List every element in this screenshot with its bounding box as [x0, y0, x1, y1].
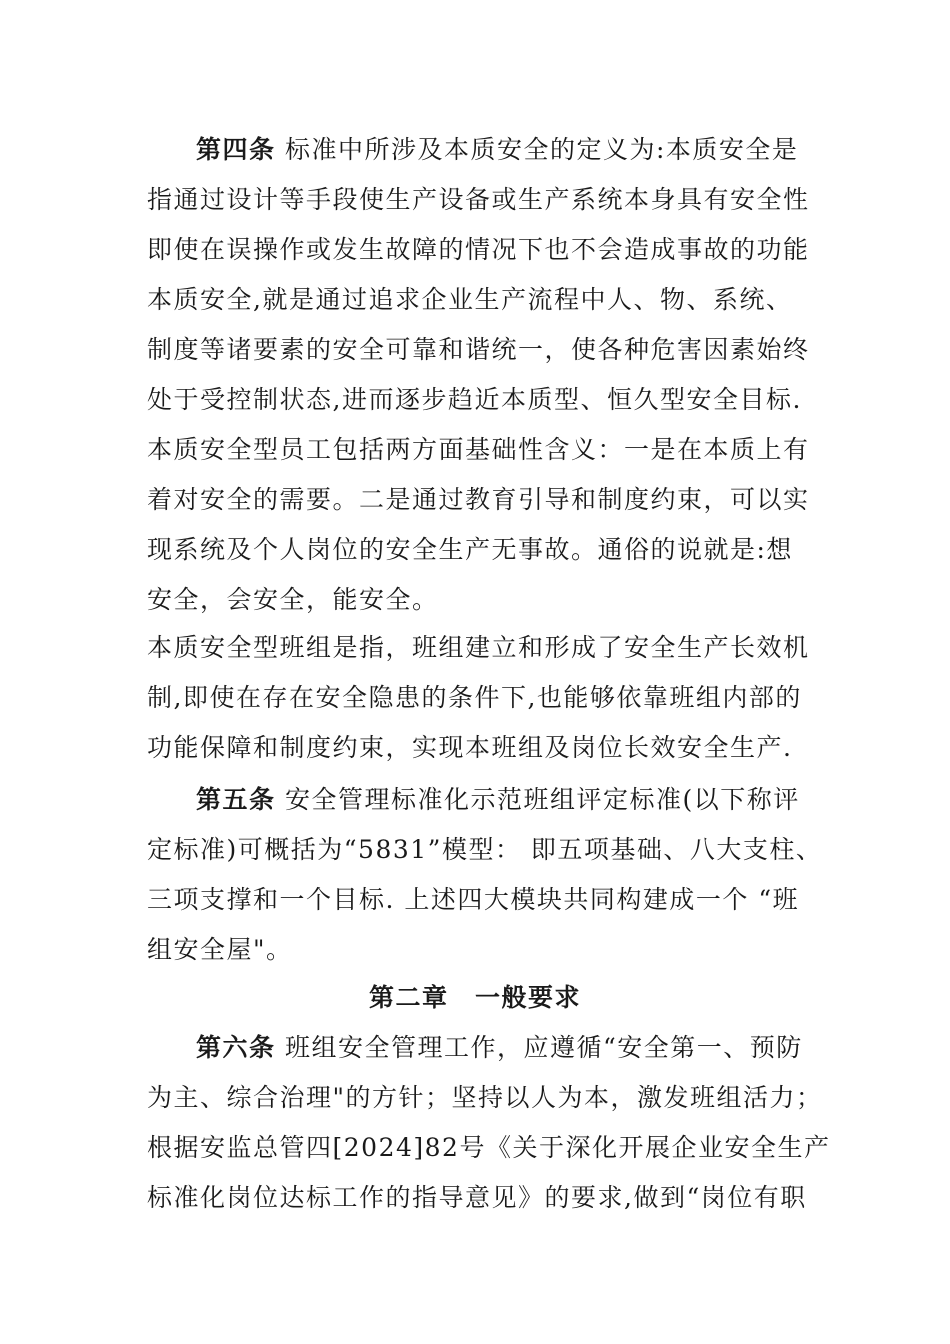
article-4-text: 标准中所涉及本质安全的定义为:本质安全是 — [275, 135, 799, 164]
paragraph-line: 标准化岗位达标工作的指导意见》的要求,做到“岗位有职 — [147, 1183, 807, 1212]
article-4-label: 第四条 — [196, 135, 276, 164]
paragraph-line: 安全，会安全，能安全。 — [147, 585, 439, 614]
paragraph-line: 为主、综合治理"的方针；坚持以人为本，激发班组活力； — [147, 1083, 823, 1112]
chapter-heading: 第二章 一般要求 — [368, 983, 581, 1012]
paragraph-line: 处于受控制状态,进而逐步趋近本质型、恒久型安全目标. — [147, 385, 802, 414]
paragraph-line: 制,即使在存在安全隐患的条件下,也能够依靠班组内部的 — [147, 683, 802, 712]
article-4-first-line — [196, 135, 827, 165]
paragraph-line: 根据安监总管四[2024]82号《关于深化开展企业安全生产 — [147, 1133, 831, 1162]
article-6-first-line — [196, 1033, 827, 1063]
paragraph-line: 本质安全,就是通过追求企业生产流程中人、物、系统、 — [147, 285, 793, 314]
paragraph-line: 指通过设计等手段使生产设备或生产系统本身具有安全性 — [147, 185, 810, 214]
paragraph-line: 定标准)可概括为“5831”模型： 即五项基础、八大支柱、 — [147, 835, 823, 864]
paragraph-line: 本质安全型员工包括两方面基础性含义：一是在本质上有 — [147, 435, 810, 464]
paragraph-line: 本质安全型班组是指，班组建立和形成了安全生产长效机 — [147, 633, 810, 662]
article-6-text: 班组安全管理工作，应遵循“安全第一、预防 — [275, 1033, 803, 1062]
article-5-text: 安全管理标准化示范班组评定标准(以下称评 — [275, 785, 800, 814]
paragraph-line: 现系统及个人岗位的安全生产无事故。通俗的说就是:想 — [147, 535, 793, 564]
paragraph-line: 着对安全的需要。二是通过教育引导和制度约束，可以实 — [147, 485, 810, 514]
paragraph-line: 组安全屋"。 — [147, 935, 293, 964]
article-6-label: 第六条 — [196, 1033, 276, 1062]
paragraph-line: 功能保障和制度约束，实现本班组及岗位长效安全生产. — [147, 733, 793, 762]
article-5-label: 第五条 — [196, 785, 276, 814]
paragraph-line: 三项支撑和一个目标. 上述四大模块共同构建成一个 “班 — [147, 885, 800, 914]
paragraph-line: 即使在误操作或发生故障的情况下也不会造成事故的功能 — [147, 235, 810, 264]
paragraph-line: 制度等诸要素的安全可靠和谐统一，使各种危害因素始终 — [147, 335, 810, 364]
article-5-first-line — [196, 785, 827, 815]
